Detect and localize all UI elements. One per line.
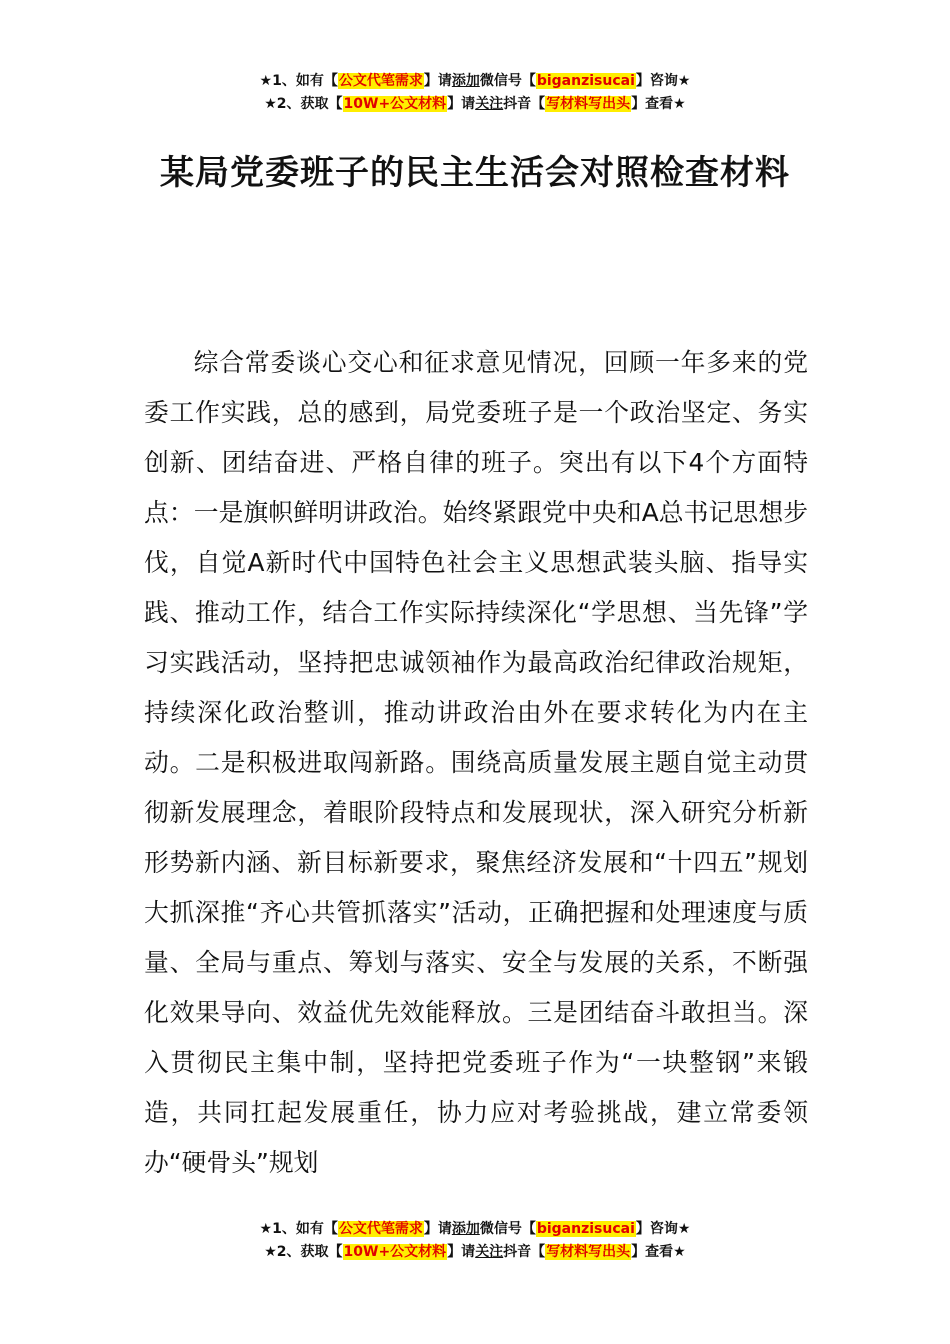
promo-text: ★1、如有【 <box>259 1221 338 1237</box>
promo-text: 】请 <box>447 1244 476 1260</box>
promo-douyin-id: 写材料写出头 <box>546 96 631 112</box>
promo-wechat-id: biganzisucai <box>536 73 635 89</box>
promo-highlight: 公文代笔需求 <box>338 1221 423 1237</box>
promo-text: 微信号【 <box>479 1221 536 1237</box>
promo-underlined: 添加 <box>451 73 480 89</box>
promo-underlined: 关注 <box>475 96 504 112</box>
promo-underlined: 添加 <box>451 1221 480 1237</box>
footer-promo-line-2 <box>0 1241 950 1264</box>
header-promo-line-2 <box>0 93 950 116</box>
footer-promo-line-1 <box>0 1218 950 1241</box>
promo-text: 】咨询★ <box>635 73 691 89</box>
document-title: 某局党委班子的民主生活会对照检查材料 <box>160 153 790 193</box>
promo-text: ★2、获取【 <box>264 1244 343 1260</box>
promo-text: 抖音【 <box>503 1244 546 1260</box>
header-promo-line-1 <box>0 70 950 93</box>
promo-text: 微信号【 <box>479 73 536 89</box>
promo-text: 抖音【 <box>503 96 546 112</box>
promo-highlight: 10W+公文材料 <box>343 1244 447 1260</box>
promo-wechat-id: biganzisucai <box>536 1221 635 1237</box>
document-paragraph: 综合常委谈心交心和征求意见情况，回顾一年多来的党委工作实践，总的感到，局党委班子是一个政治坚定、务实创新、团结奋进、严格自律的班子。突出有以下4个方面特点：一是旗帜鲜明讲政治。始终紧跟党中央和A总书记思想步伐，自觉A新时代中国特色社会主义思想武装头脑、指导实践、推动工作，结合工作实际持续深化“学思想、当先锋”学习实践活动，坚持把忠诚领袖作为最高政治纪律政治规矩，持续深化政治整训，推动讲政治由外在要求转化为内在主动。二是积极进取闯新路。围绕高质量发展主题自觉主动贯彻新发展理念，着眼阶段特点和发展现状，深入研究分析新形势新内涵、新目标新要求，聚焦经济发展和“十四五”规划大抓深推“齐心共管抓落实”活动，正确把握和处理速度与质量、全局与重点、筹划与落实、安全与发展的关系，不断强化效果导向、效益优先效能释放。三是团结奋斗敢担当。深入贯彻民主集中制，坚持把党委班子作为“一块整钢”来锻造，共同扛起发展重任，协力应对考验挑战，建立常委领办“硬骨头”规划 <box>144 348 808 1177</box>
promo-text: 】请 <box>423 1221 452 1237</box>
promo-underlined: 关注 <box>475 1244 504 1260</box>
promo-text: 】咨询★ <box>635 1221 691 1237</box>
promo-douyin-id: 写材料写出头 <box>546 1244 631 1260</box>
promo-text: ★2、获取【 <box>264 96 343 112</box>
promo-text: 】查看★ <box>631 96 686 112</box>
promo-highlight: 公文代笔需求 <box>338 73 423 89</box>
footer-promo <box>0 1218 950 1264</box>
promo-text: 】请 <box>447 96 476 112</box>
promo-text: ★1、如有【 <box>259 73 338 89</box>
promo-highlight: 10W+公文材料 <box>343 96 447 112</box>
header-promo <box>0 70 950 116</box>
promo-text: 】查看★ <box>631 1244 686 1260</box>
promo-text: 】请 <box>423 73 452 89</box>
